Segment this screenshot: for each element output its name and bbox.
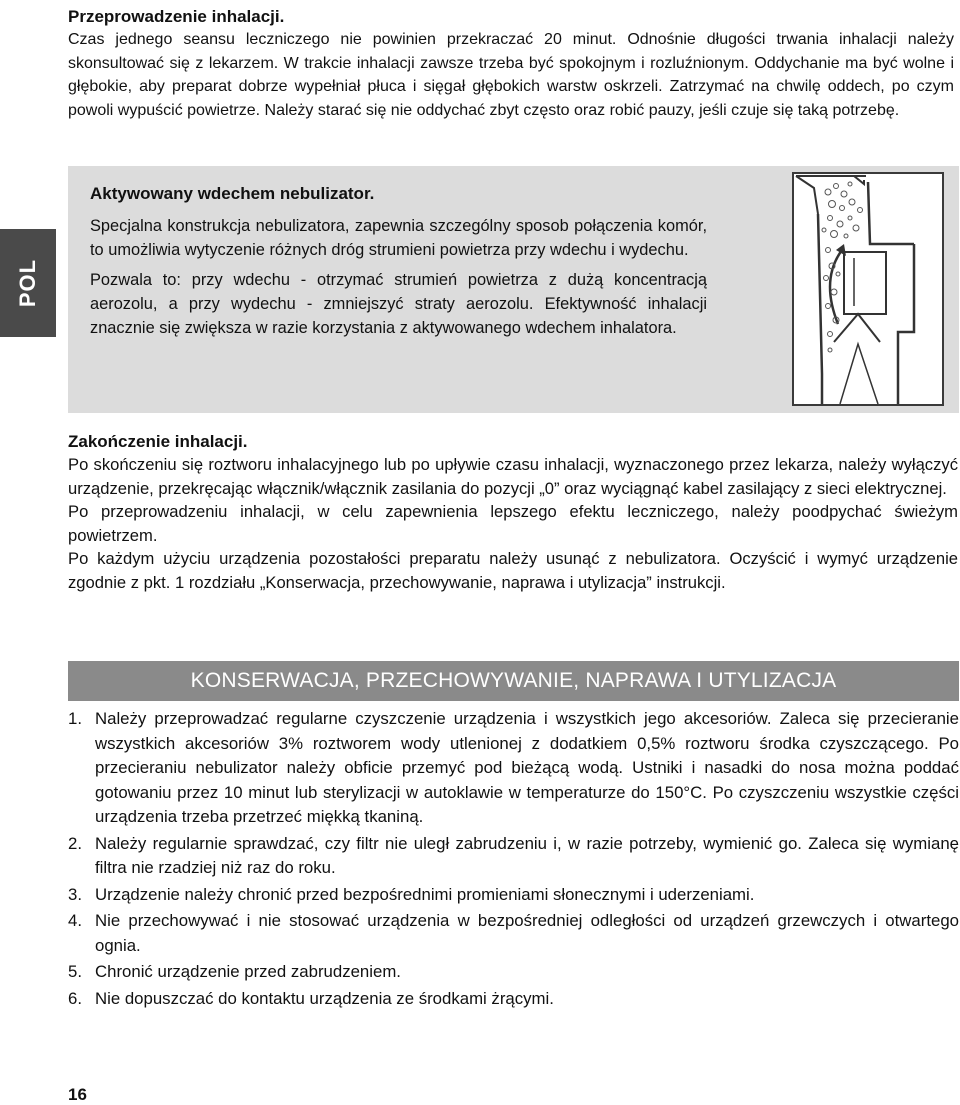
list-item: 6. Nie dopuszczać do kontaktu urządzenia ze środkami żrącymi. [68, 988, 554, 1008]
list-item: 3. Urządzenie należy chronić przed bezpośrednimi promieniami słonecznymi i uderzeniami. [68, 884, 755, 904]
list-item: 4. Nie przechowywać i nie stosować urządzenia w bezpośredniej odległości od urządzeń grzewczych i otwartego ognia. [68, 911, 959, 955]
page-number: 16 [68, 1085, 87, 1104]
list-item: 1. Należy przeprowadzać regularne czyszczenie urządzenia i wszystkich jego akcesoriów. Zaleca się przecieranie wszystkich akcesoriów 3% roztworem wody utlenionej z dodatkiem 0,5% roztworu środka czyszczącego. Po przecieraniu nebulizator należy obficie przemyć pod bieżącą wodą. Ustniki i nasadki do nosa można poddać gotowaniu przez 10 minut lub sterylizacji w autoklawie w temperaturze do 150°C. Po czyszczeniu wszystkie części urządzenia trzeba przetrzeć miękką tkaniną. [68, 709, 959, 826]
ending-paragraph-2: Po przeprowadzeniu inhalacji, w celu zapewnienia lepszego efektu leczniczego, należy poodpychać świeżym powietrzem. [68, 502, 958, 545]
nebulizer-illustration [792, 172, 944, 406]
language-tab-label: POL [14, 258, 40, 308]
intro-section [68, 6, 954, 122]
ending-paragraph-3: Po każdym użyciu urządzenia pozostałości preparatu należy usunąć z nebulizatora. Oczyścić i wymyć urządzenie zgodnie z pkt. 1 rozdziału „Konserwacja, przechowywanie, naprawa i utylizacja” instrukcji. [68, 549, 958, 592]
intro-title: Przeprowadzenie inhalacji. [68, 7, 285, 26]
intro-paragraph: Czas jednego seansu leczniczego nie powinien przekraczać 20 minut. Odnośnie długości trwania inhalacji należy skonsultować się z lekarzem. W trakcie inhalacji zawsze trzeba być spokojnym i rozluźnionym. Oddychanie ma być wolne i głębokie, aby preparat dobrze wypełniał płuca i sięgał głębokich warstw oskrzeli. Zatrzymać na chwilę oddech, po czym powoli wypuścić powietrze. Należy starać się nie oddychać zbyt często oraz robić pauzy, jeśli czuje się taką potrzebę. [68, 31, 954, 119]
info-box-paragraph-1: Specjalna konstrukcja nebulizatora, zapewnia szczególny sposob połączenia komór, to umożliwia wytyczenie różnych dróg strumieni powietrza przy wdechu i wydechu. [90, 217, 707, 259]
info-box [68, 166, 959, 413]
ending-paragraph-1: Po skończeniu się roztworu inhalacyjnego lub po upływie czasu inhalacji, wyznaczonego przez lekarza, należy wyłączyć urządzenie, przekręcając włącznik/włącznik zasilania do pozycji „0” oraz wyciągnąć kabel zasilający z sieci elektrycznej. [68, 455, 958, 498]
list-item: 2. Należy regularnie sprawdzać, czy filtr nie uległ zabrudzeniu i, w razie potrzeby, wymienić go. Zaleca się wymianę filtra nie rzadziej niż raz do roku. [68, 833, 959, 877]
ending-section [68, 431, 958, 594]
section-header: KONSERWACJA, PRZECHOWYWANIE, NAPRAWA I UTYLIZACJA [68, 661, 959, 701]
nebulizer-diagram-icon [794, 174, 942, 404]
info-box-title: Aktywowany wdechem nebulizator. [90, 184, 375, 203]
info-box-text [90, 183, 707, 346]
info-box-paragraph-2: Pozwala to: przy wdechu - otrzymać strumień powietrza z dużą koncentracją aerozolu, a przy wydechu - zmniejszyć straty aerozolu. Efektywność inhalacji znacznie się zwiększa w razie korzystania z aktywowanego wdechem inhalatora. [90, 271, 707, 337]
language-tab [0, 229, 56, 337]
maintenance-list [68, 707, 959, 1013]
ending-title: Zakończenie inhalacji. [68, 432, 248, 451]
list-item: 5. Chronić urządzenie przed zabrudzeniem. [68, 962, 401, 981]
